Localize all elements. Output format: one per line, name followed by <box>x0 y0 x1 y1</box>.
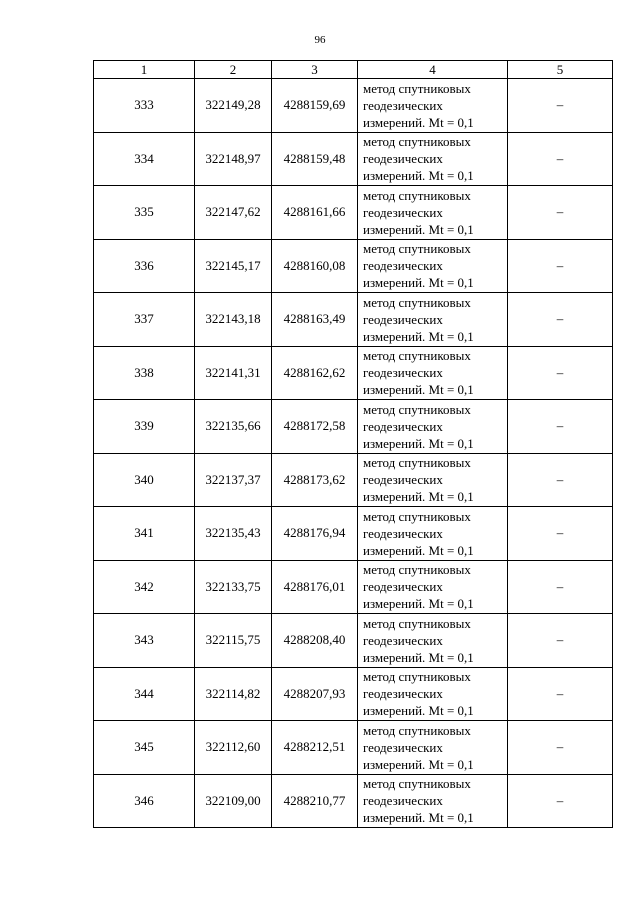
note-cell: – <box>508 293 613 347</box>
method-description <box>358 79 508 133</box>
method-line-1: метод спутниковых <box>363 508 471 524</box>
coordinate-y: 4288210,77 <box>272 774 358 828</box>
method-line-2: геодезических <box>363 258 443 274</box>
point-number: 338 <box>94 346 195 400</box>
coordinate-y: 4288212,51 <box>272 721 358 775</box>
note-cell: – <box>508 453 613 507</box>
coordinate-y: 4288163,49 <box>272 293 358 347</box>
point-number: 341 <box>94 507 195 561</box>
coordinates-table <box>93 60 613 828</box>
method-description <box>358 774 508 828</box>
method-line-3: измерений. Mt = 0,1 <box>363 756 474 772</box>
coordinate-y: 4288159,48 <box>272 132 358 186</box>
method-line-1: метод спутниковых <box>363 722 471 738</box>
method-description <box>358 132 508 186</box>
method-line-1: метод спутниковых <box>363 776 471 792</box>
method-line-3: измерений. Mt = 0,1 <box>363 328 474 344</box>
table-row <box>94 132 613 186</box>
method-line-2: геодезических <box>363 97 443 113</box>
method-line-2: геодезических <box>363 525 443 541</box>
header-col-4: 4 <box>358 61 508 79</box>
note-cell: – <box>508 667 613 721</box>
table-header-row <box>94 61 613 79</box>
coordinate-x: 322145,17 <box>195 239 272 293</box>
method-description <box>358 239 508 293</box>
note-cell: – <box>508 400 613 454</box>
point-number: 333 <box>94 79 195 133</box>
coordinate-x: 322135,43 <box>195 507 272 561</box>
method-line-1: метод спутниковых <box>363 294 471 310</box>
header-col-5: 5 <box>508 61 613 79</box>
coordinate-y: 4288162,62 <box>272 346 358 400</box>
point-number: 335 <box>94 186 195 240</box>
note-cell: – <box>508 774 613 828</box>
method-line-2: геодезических <box>363 418 443 434</box>
page-number: 96 <box>314 34 326 46</box>
method-line-1: метод спутниковых <box>363 401 471 417</box>
coordinate-y: 4288160,08 <box>272 239 358 293</box>
method-line-2: геодезических <box>363 365 443 381</box>
note-cell: – <box>508 186 613 240</box>
method-line-3: измерений. Mt = 0,1 <box>363 489 474 505</box>
method-line-3: измерений. Mt = 0,1 <box>363 275 474 291</box>
coordinate-x: 322135,66 <box>195 400 272 454</box>
method-line-3: измерений. Mt = 0,1 <box>363 435 474 451</box>
note-cell: – <box>508 560 613 614</box>
header-col-2: 2 <box>195 61 272 79</box>
table-row <box>94 507 613 561</box>
coordinate-x: 322112,60 <box>195 721 272 775</box>
method-line-1: метод спутниковых <box>363 455 471 471</box>
method-line-2: геодезических <box>363 632 443 648</box>
method-description <box>358 560 508 614</box>
coordinate-y: 4288172,58 <box>272 400 358 454</box>
coordinate-x: 322114,82 <box>195 667 272 721</box>
note-cell: – <box>508 507 613 561</box>
note-cell: – <box>508 721 613 775</box>
method-description <box>358 614 508 668</box>
table-row <box>94 560 613 614</box>
point-number: 343 <box>94 614 195 668</box>
coordinate-x: 322115,75 <box>195 614 272 668</box>
coordinate-x: 322133,75 <box>195 560 272 614</box>
method-line-2: геодезических <box>363 204 443 220</box>
coordinate-x: 322143,18 <box>195 293 272 347</box>
coordinate-x: 322109,00 <box>195 774 272 828</box>
method-description <box>358 293 508 347</box>
method-line-3: измерений. Mt = 0,1 <box>363 168 474 184</box>
point-number: 336 <box>94 239 195 293</box>
method-description <box>358 346 508 400</box>
table-row <box>94 346 613 400</box>
method-description <box>358 453 508 507</box>
coordinate-x: 322141,31 <box>195 346 272 400</box>
table-row <box>94 453 613 507</box>
table-row <box>94 239 613 293</box>
coordinate-y: 4288207,93 <box>272 667 358 721</box>
table-row <box>94 721 613 775</box>
method-line-1: метод спутниковых <box>363 348 471 364</box>
header-col-1: 1 <box>94 61 195 79</box>
note-cell: – <box>508 614 613 668</box>
method-description <box>358 667 508 721</box>
method-line-1: метод спутниковых <box>363 615 471 631</box>
table-row <box>94 667 613 721</box>
coordinate-y: 4288176,01 <box>272 560 358 614</box>
coordinate-x: 322149,28 <box>195 79 272 133</box>
method-line-3: измерений. Mt = 0,1 <box>363 810 474 826</box>
method-line-1: метод спутниковых <box>363 134 471 150</box>
method-description <box>358 400 508 454</box>
point-number: 339 <box>94 400 195 454</box>
method-line-3: измерений. Mt = 0,1 <box>363 649 474 665</box>
method-line-2: геодезических <box>363 151 443 167</box>
point-number: 337 <box>94 293 195 347</box>
coordinate-y: 4288159,69 <box>272 79 358 133</box>
method-line-1: метод спутниковых <box>363 187 471 203</box>
coordinate-y: 4288176,94 <box>272 507 358 561</box>
coordinate-y: 4288208,40 <box>272 614 358 668</box>
method-line-1: метод спутниковых <box>363 562 471 578</box>
table-row <box>94 614 613 668</box>
coordinate-y: 4288161,66 <box>272 186 358 240</box>
coordinate-x: 322147,62 <box>195 186 272 240</box>
method-line-1: метод спутниковых <box>363 669 471 685</box>
point-number: 346 <box>94 774 195 828</box>
method-line-2: геодезических <box>363 739 443 755</box>
coordinate-x: 322148,97 <box>195 132 272 186</box>
method-line-3: измерений. Mt = 0,1 <box>363 382 474 398</box>
table-row <box>94 186 613 240</box>
note-cell: – <box>508 346 613 400</box>
coordinate-y: 4288173,62 <box>272 453 358 507</box>
method-line-2: геодезических <box>363 579 443 595</box>
method-line-1: метод спутниковых <box>363 80 471 96</box>
note-cell: – <box>508 132 613 186</box>
point-number: 345 <box>94 721 195 775</box>
point-number: 334 <box>94 132 195 186</box>
method-line-3: измерений. Mt = 0,1 <box>363 221 474 237</box>
table-row <box>94 400 613 454</box>
header-col-3: 3 <box>272 61 358 79</box>
method-description <box>358 507 508 561</box>
method-line-2: геодезических <box>363 686 443 702</box>
point-number: 344 <box>94 667 195 721</box>
method-description <box>358 721 508 775</box>
point-number: 340 <box>94 453 195 507</box>
method-line-2: геодезических <box>363 472 443 488</box>
method-description <box>358 186 508 240</box>
method-line-1: метод спутниковых <box>363 241 471 257</box>
method-line-3: измерений. Mt = 0,1 <box>363 542 474 558</box>
note-cell: – <box>508 239 613 293</box>
method-line-3: измерений. Mt = 0,1 <box>363 703 474 719</box>
method-line-3: измерений. Mt = 0,1 <box>363 596 474 612</box>
note-cell: – <box>508 79 613 133</box>
method-line-2: геодезических <box>363 793 443 809</box>
table-row <box>94 293 613 347</box>
method-line-3: измерений. Mt = 0,1 <box>363 114 474 130</box>
table-body <box>94 79 613 828</box>
method-line-2: геодезических <box>363 311 443 327</box>
point-number: 342 <box>94 560 195 614</box>
table-row <box>94 79 613 133</box>
table-row <box>94 774 613 828</box>
coordinate-x: 322137,37 <box>195 453 272 507</box>
